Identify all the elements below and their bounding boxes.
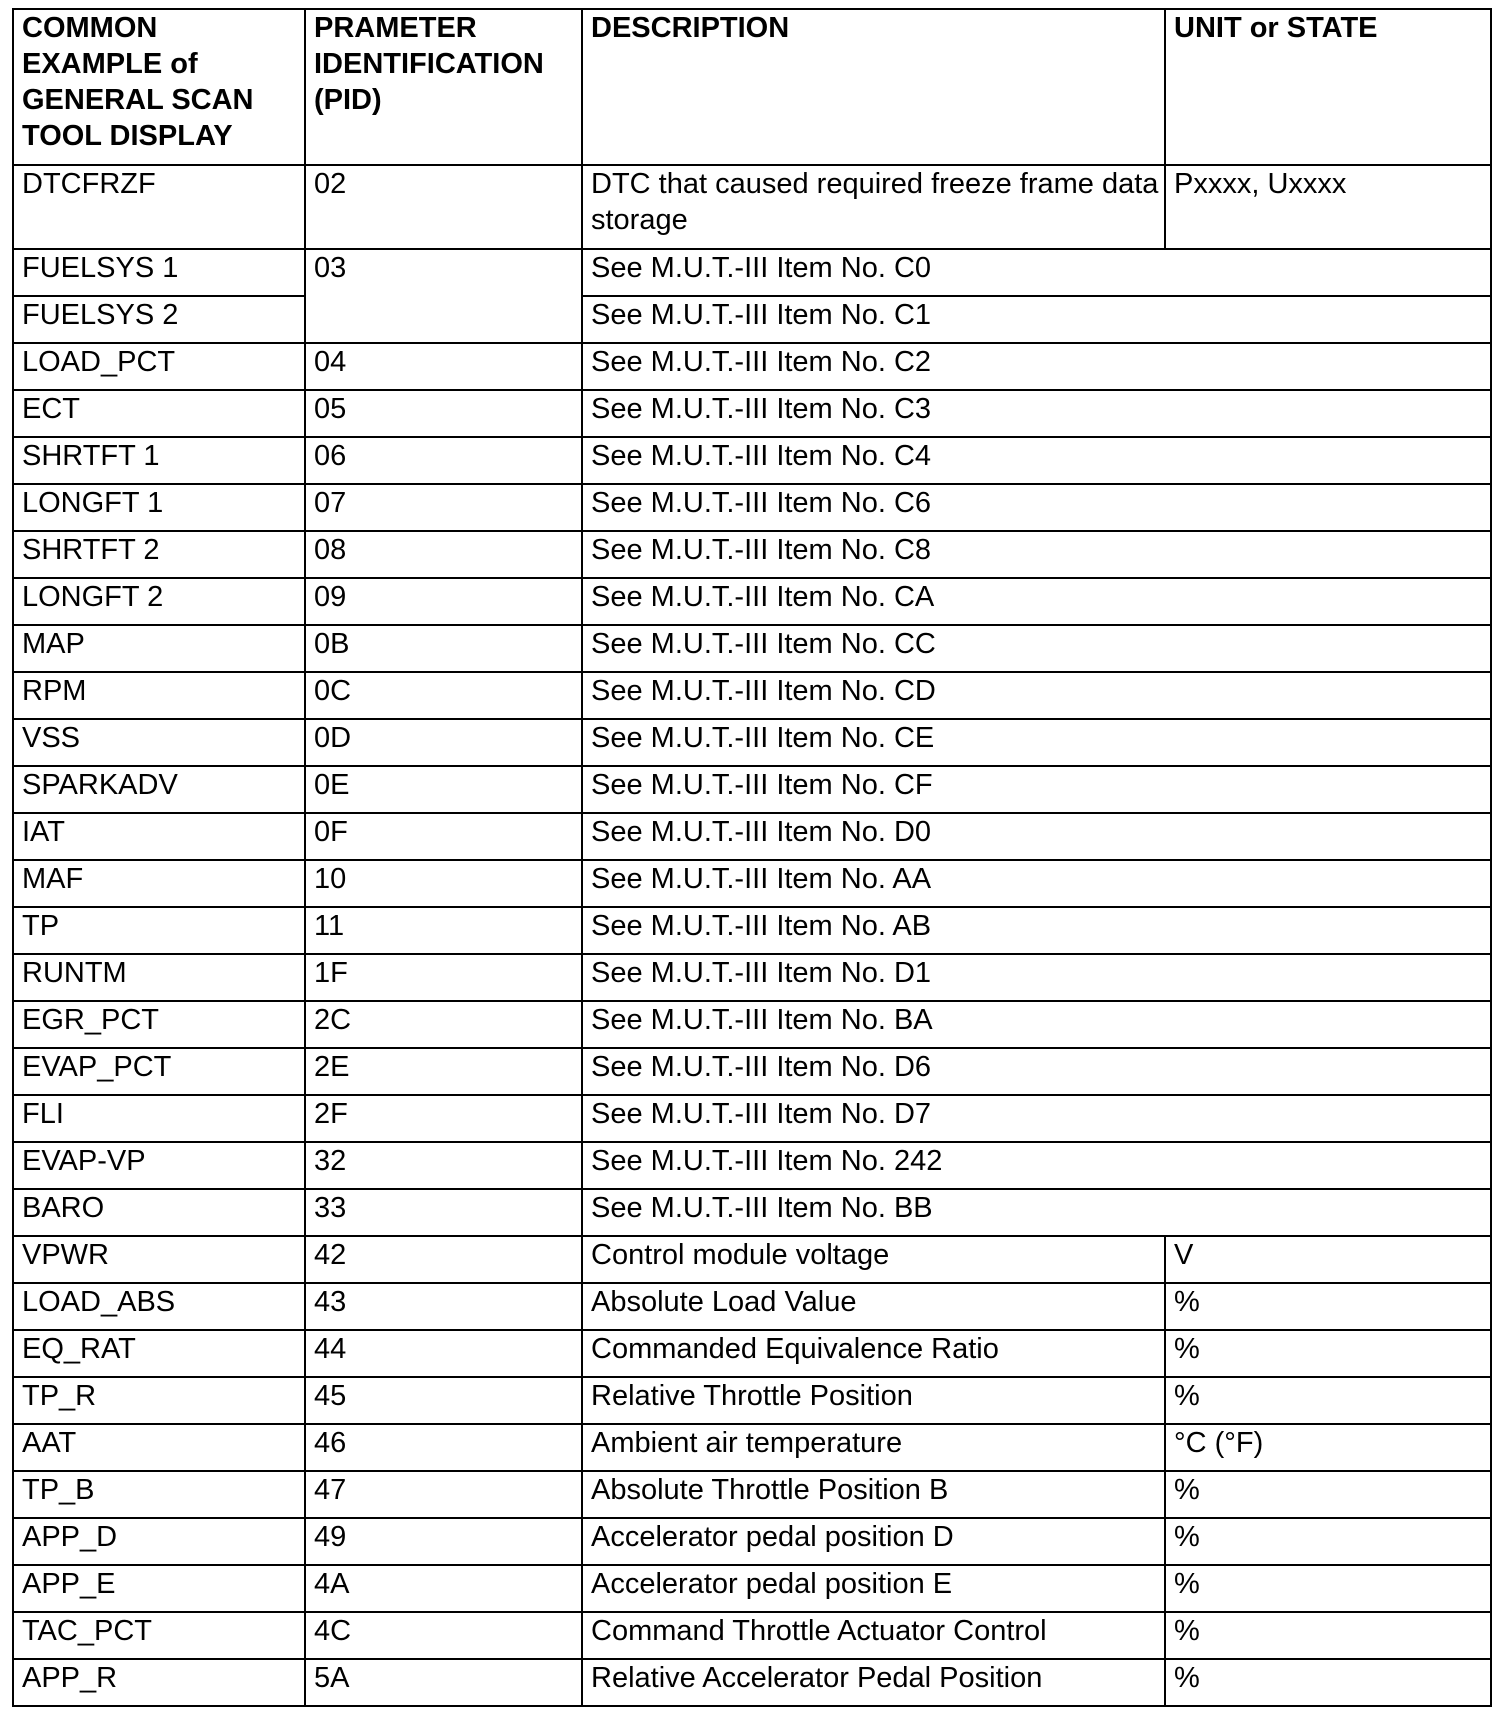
cell-pid: 04 <box>305 343 582 390</box>
table-row <box>13 813 1491 860</box>
table-row <box>13 1236 1491 1283</box>
cell-display: AAT <box>13 1424 305 1471</box>
cell-pid: 03 <box>305 249 582 343</box>
cell-description: See M.U.T.-III Item No. AA <box>582 860 1491 907</box>
cell-description: Commanded Equivalence Ratio <box>582 1330 1165 1377</box>
table-row <box>13 907 1491 954</box>
cell-description: See M.U.T.-III Item No. C3 <box>582 390 1491 437</box>
cell-pid: 0D <box>305 719 582 766</box>
cell-pid: 5A <box>305 1659 582 1706</box>
cell-display: MAP <box>13 625 305 672</box>
cell-description: Relative Accelerator Pedal Position <box>582 1659 1165 1706</box>
cell-pid: 09 <box>305 578 582 625</box>
cell-unit: % <box>1165 1377 1491 1424</box>
cell-pid: 0B <box>305 625 582 672</box>
cell-unit: % <box>1165 1518 1491 1565</box>
cell-pid: 2E <box>305 1048 582 1095</box>
cell-pid: 4C <box>305 1612 582 1659</box>
cell-description: See M.U.T.-III Item No. BB <box>582 1189 1491 1236</box>
table-row <box>13 578 1491 625</box>
table-row <box>13 672 1491 719</box>
cell-display: SHRTFT 1 <box>13 437 305 484</box>
cell-unit: % <box>1165 1330 1491 1377</box>
cell-pid: 0E <box>305 766 582 813</box>
cell-description: Absolute Load Value <box>582 1283 1165 1330</box>
cell-description: See M.U.T.-III Item No. CF <box>582 766 1491 813</box>
table-row <box>13 1142 1491 1189</box>
cell-pid: 49 <box>305 1518 582 1565</box>
cell-description: See M.U.T.-III Item No. D1 <box>582 954 1491 1001</box>
cell-pid: 10 <box>305 860 582 907</box>
cell-display: FUELSYS 2 <box>13 296 305 343</box>
table-row <box>13 531 1491 578</box>
scan-tool-pid-table <box>12 8 1492 1707</box>
cell-description: Control module voltage <box>582 1236 1165 1283</box>
cell-display: EGR_PCT <box>13 1001 305 1048</box>
cell-pid: 45 <box>305 1377 582 1424</box>
cell-display: IAT <box>13 813 305 860</box>
cell-display: LONGFT 1 <box>13 484 305 531</box>
cell-display: TP_B <box>13 1471 305 1518</box>
cell-display: EVAP_PCT <box>13 1048 305 1095</box>
cell-description: Absolute Throttle Position B <box>582 1471 1165 1518</box>
cell-pid: 33 <box>305 1189 582 1236</box>
cell-description: See M.U.T.-III Item No. C2 <box>582 343 1491 390</box>
table-row <box>13 1330 1491 1377</box>
cell-pid: 07 <box>305 484 582 531</box>
cell-unit: % <box>1165 1659 1491 1706</box>
cell-description: Accelerator pedal position E <box>582 1565 1165 1612</box>
cell-description: See M.U.T.-III Item No. C8 <box>582 531 1491 578</box>
table-row <box>13 1048 1491 1095</box>
cell-pid: 2F <box>305 1095 582 1142</box>
cell-description: See M.U.T.-III Item No. 242 <box>582 1142 1491 1189</box>
cell-pid: 2C <box>305 1001 582 1048</box>
cell-display: TP_R <box>13 1377 305 1424</box>
cell-description: Ambient air temperature <box>582 1424 1165 1471</box>
table-row <box>13 296 1491 343</box>
cell-pid: 0F <box>305 813 582 860</box>
cell-description: See M.U.T.-III Item No. D7 <box>582 1095 1491 1142</box>
cell-display: SPARKADV <box>13 766 305 813</box>
table-row <box>13 1377 1491 1424</box>
cell-description: See M.U.T.-III Item No. C0 <box>582 249 1491 296</box>
cell-display: FUELSYS 1 <box>13 249 305 296</box>
cell-display: LONGFT 2 <box>13 578 305 625</box>
cell-pid: 44 <box>305 1330 582 1377</box>
cell-display: LOAD_PCT <box>13 343 305 390</box>
cell-display: APP_R <box>13 1659 305 1706</box>
cell-unit: % <box>1165 1612 1491 1659</box>
cell-display: DTCFRZF <box>13 165 305 249</box>
table-row <box>13 165 1491 249</box>
cell-pid: 46 <box>305 1424 582 1471</box>
cell-display: TP <box>13 907 305 954</box>
cell-unit: % <box>1165 1283 1491 1330</box>
cell-description: See M.U.T.-III Item No. CC <box>582 625 1491 672</box>
table-row <box>13 1659 1491 1706</box>
header-pid: PRAMETER IDENTIFICATION (PID) <box>305 9 582 165</box>
table-row <box>13 719 1491 766</box>
table-row <box>13 343 1491 390</box>
table-row <box>13 1001 1491 1048</box>
cell-pid: 08 <box>305 531 582 578</box>
table-row <box>13 484 1491 531</box>
cell-pid: 47 <box>305 1471 582 1518</box>
cell-description: See M.U.T.-III Item No. BA <box>582 1001 1491 1048</box>
cell-pid: 43 <box>305 1283 582 1330</box>
cell-description: See M.U.T.-III Item No. AB <box>582 907 1491 954</box>
cell-description: See M.U.T.-III Item No. CD <box>582 672 1491 719</box>
cell-display: SHRTFT 2 <box>13 531 305 578</box>
cell-description: See M.U.T.-III Item No. D0 <box>582 813 1491 860</box>
cell-display: APP_E <box>13 1565 305 1612</box>
table-row <box>13 1283 1491 1330</box>
table-row <box>13 1518 1491 1565</box>
cell-description: Command Throttle Actuator Control <box>582 1612 1165 1659</box>
table-row <box>13 860 1491 907</box>
cell-display: RPM <box>13 672 305 719</box>
cell-description: See M.U.T.-III Item No. C6 <box>582 484 1491 531</box>
header-row <box>13 9 1491 165</box>
table-row <box>13 1189 1491 1236</box>
header-description: DESCRIPTION <box>582 9 1165 165</box>
cell-unit: Pxxxx, Uxxxx <box>1165 165 1491 249</box>
cell-description: See M.U.T.-III Item No. D6 <box>582 1048 1491 1095</box>
cell-display: EVAP-VP <box>13 1142 305 1189</box>
cell-pid: 05 <box>305 390 582 437</box>
cell-display: FLI <box>13 1095 305 1142</box>
table-row <box>13 1424 1491 1471</box>
cell-pid: 1F <box>305 954 582 1001</box>
table-row <box>13 1471 1491 1518</box>
cell-unit: % <box>1165 1471 1491 1518</box>
cell-display: BARO <box>13 1189 305 1236</box>
table-row <box>13 1095 1491 1142</box>
table-row <box>13 766 1491 813</box>
cell-pid: 06 <box>305 437 582 484</box>
cell-display: TAC_PCT <box>13 1612 305 1659</box>
cell-display: MAF <box>13 860 305 907</box>
cell-display: LOAD_ABS <box>13 1283 305 1330</box>
table-row <box>13 390 1491 437</box>
cell-description: See M.U.T.-III Item No. C4 <box>582 437 1491 484</box>
cell-unit: % <box>1165 1565 1491 1612</box>
cell-description: See M.U.T.-III Item No. C1 <box>582 296 1491 343</box>
cell-description: See M.U.T.-III Item No. CE <box>582 719 1491 766</box>
cell-description: Accelerator pedal position D <box>582 1518 1165 1565</box>
cell-unit: °C (°F) <box>1165 1424 1491 1471</box>
cell-pid: 42 <box>305 1236 582 1283</box>
cell-display: RUNTM <box>13 954 305 1001</box>
cell-pid: 4A <box>305 1565 582 1612</box>
cell-pid: 32 <box>305 1142 582 1189</box>
table-row <box>13 437 1491 484</box>
table-row <box>13 954 1491 1001</box>
cell-description: DTC that caused required freeze frame data storage <box>582 165 1165 249</box>
cell-pid: 02 <box>305 165 582 249</box>
cell-display: EQ_RAT <box>13 1330 305 1377</box>
cell-pid: 0C <box>305 672 582 719</box>
table-row <box>13 625 1491 672</box>
cell-unit: V <box>1165 1236 1491 1283</box>
header-scan-tool-display: COMMON EXAMPLE of GENERAL SCAN TOOL DISPLAY <box>13 9 305 165</box>
cell-description: Relative Throttle Position <box>582 1377 1165 1424</box>
header-unit-state: UNIT or STATE <box>1165 9 1491 165</box>
table-row <box>13 1565 1491 1612</box>
cell-pid: 11 <box>305 907 582 954</box>
cell-description: See M.U.T.-III Item No. CA <box>582 578 1491 625</box>
cell-display: VPWR <box>13 1236 305 1283</box>
table-row <box>13 1612 1491 1659</box>
cell-display: APP_D <box>13 1518 305 1565</box>
cell-display: VSS <box>13 719 305 766</box>
table-row <box>13 249 1491 296</box>
cell-display: ECT <box>13 390 305 437</box>
